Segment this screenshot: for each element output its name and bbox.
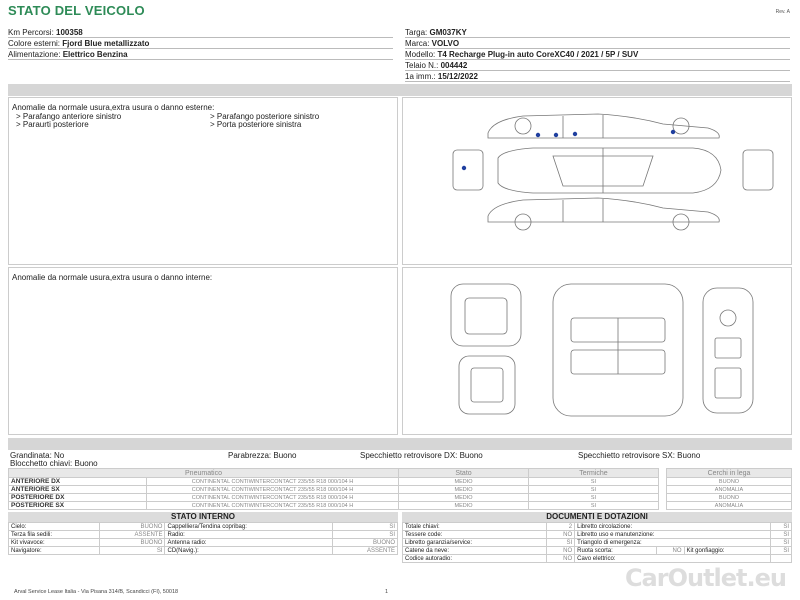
table-row: Navigatore: SI CD(Navig.): ASSENTE	[9, 547, 398, 555]
table-row: Catene da neve: NO Ruota scorta: NO Kit gonfiaggio: SI	[403, 547, 792, 555]
caroutlet-logo: CarOutlet.eu	[624, 564, 786, 592]
table-row: Libretto garanzia/service: SI Triangolo di emergenza: SI	[403, 539, 792, 547]
documenti-title: DOCUMENTI E DOTAZIONI	[402, 512, 792, 522]
mirror-dx-status: Specchietto retrovisore DX: Buono	[360, 451, 483, 460]
info-row: Colore esterni: Fjord Blue metallizzato	[8, 38, 393, 49]
info-row: Alimentazione: Elettrico Benzina	[8, 49, 393, 60]
vehicle-info-left	[8, 27, 393, 60]
info-row: Targa: GM037KY	[405, 27, 790, 38]
interior-damage-panel	[8, 267, 398, 435]
table-row: ANTERIORE DX CONTINENTAL CONTIWINTERCONTACT 235/55 R18 000/104 H MEDIO SI BUONO	[9, 478, 792, 486]
car-exterior-diagram	[403, 98, 793, 266]
info-row: Marca: VOLVO	[405, 38, 790, 49]
info-row: Modello: T4 Recharge Plug-in auto CoreXC40 / 2021 / 5P / SUV	[405, 49, 790, 60]
car-interior-diagram	[403, 268, 793, 436]
mirror-sx-status: Specchietto retrovisore SX: Buono	[578, 451, 701, 460]
table-row: ANTERIORE SX CONTINENTAL CONTIWINTERCONTACT 235/55 R18 000/104 H MEDIO SI ANOMALIA	[9, 486, 792, 494]
info-row: Km Percorsi: 100358	[8, 27, 393, 38]
section-band	[8, 84, 792, 96]
footer-page-number: 1	[385, 589, 389, 595]
grandinata-status: Grandinata: No	[10, 451, 65, 460]
footer-company: Arval Service Lease Italia - Via Pisana 314/B, Scandicci (FI), 50018	[14, 589, 179, 595]
table-row: Terza fila sedili: ASSENTE Radio: SI	[9, 531, 398, 539]
revision-label: Rev. A	[775, 9, 790, 15]
tyres-header-row: Pneumatico Stato Termiche Cerchi in lega	[9, 469, 792, 478]
vehicle-info-right	[405, 27, 790, 82]
stato-interno-section	[8, 512, 398, 555]
info-row: 1a imm.: 15/12/2022	[405, 71, 790, 82]
table-row: Cielo: BUONO Cappelliera/Tendina copribag: SI	[9, 523, 398, 531]
stato-interno-table	[8, 522, 398, 555]
documenti-table	[402, 522, 792, 563]
table-row: Totale chiavi: 2 Libretto circolazione: SI	[403, 523, 792, 531]
documenti-section	[402, 512, 792, 563]
table-row: POSTERIORE DX CONTINENTAL CONTIWINTERCONTACT 235/55 R18 000/104 H MEDIO SI BUONO	[9, 494, 792, 502]
damage-list-col1: > Parafango anteriore sinistro > Paraurti posteriore	[16, 112, 122, 129]
table-row: POSTERIORE SX CONTINENTAL CONTIWINTERCONTACT 235/55 R18 000/104 H MEDIO SI ANOMALIA	[9, 502, 792, 510]
stato-interno-title: STATO INTERNO	[8, 512, 398, 522]
tyres-table	[8, 468, 792, 510]
interior-diagram-panel	[402, 267, 792, 435]
section-band	[8, 438, 792, 450]
exterior-damage-title: Anomalie da normale usura,extra usura o danno esterne:	[12, 103, 215, 112]
exterior-diagram-panel	[402, 97, 792, 265]
parabrezza-status: Parabrezza: Buono	[228, 451, 297, 460]
blocchetto-status: Blocchetto chiavi: Buono	[10, 459, 98, 468]
info-row: Telaio N.: 004442	[405, 60, 790, 71]
page-title: STATO DEL VEICOLO	[8, 3, 145, 18]
table-row: Codice autoradio: NO Cavo elettrico:	[403, 555, 792, 563]
interior-damage-title: Anomalie da normale usura,extra usura o danno interne:	[12, 273, 213, 282]
damage-list-col2: > Parafango posteriore sinistro > Porta posteriore sinistra	[210, 112, 320, 129]
table-row: Kit vivavoce: BUONO Antenna radio: BUONO	[9, 539, 398, 547]
table-row: Tessere code: NO Libretto uso e manutenzione: SI	[403, 531, 792, 539]
